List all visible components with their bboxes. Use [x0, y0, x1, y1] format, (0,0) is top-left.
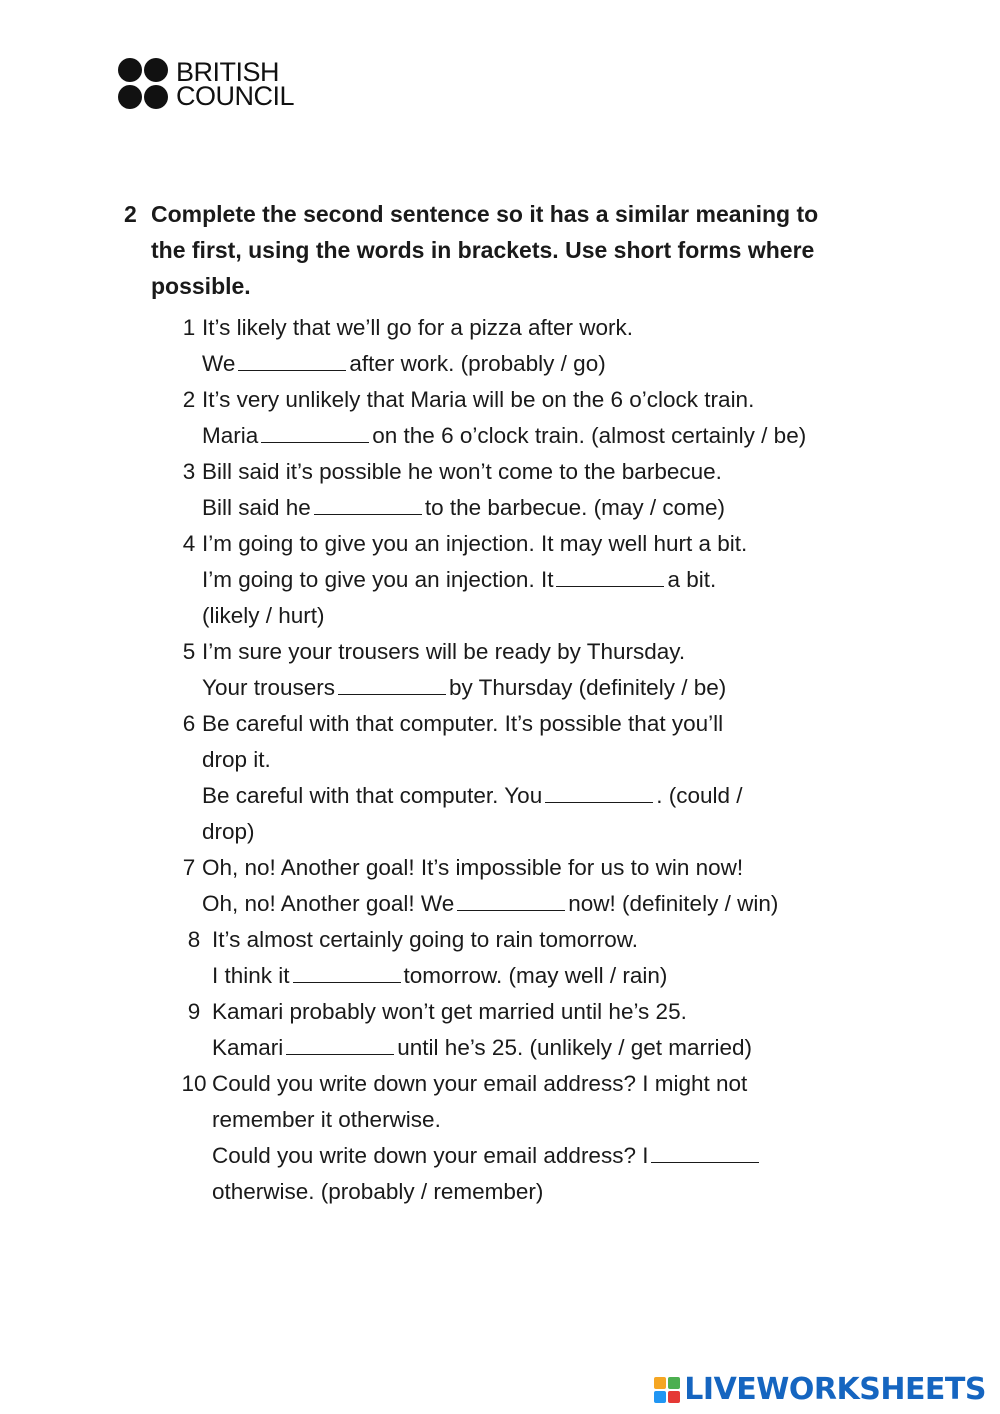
item-number: 1: [182, 315, 196, 340]
item-text: by Thursday (definitely / be): [449, 675, 727, 700]
item-text: I think it: [212, 963, 290, 988]
item-text: (likely / hurt): [202, 603, 325, 628]
item-line: [212, 1102, 872, 1138]
exercise-number: 2: [124, 201, 137, 227]
item-line: [212, 1030, 872, 1066]
item-line: [212, 922, 872, 958]
item-text: It’s very unlikely that Maria will be on the 6 o’clock train.: [202, 387, 755, 412]
answer-blank[interactable]: [238, 352, 346, 371]
item-line: [202, 526, 862, 562]
item-text: drop): [202, 819, 255, 844]
item-line: [202, 490, 862, 526]
item-text: after work. (probably / go): [349, 351, 606, 376]
item-number: 6: [182, 711, 196, 736]
item-text: I’m sure your trousers will be ready by Thursday.: [202, 639, 686, 664]
answer-blank[interactable]: [651, 1144, 759, 1163]
exercise-items-list: [160, 310, 880, 1210]
item-line: [202, 778, 862, 814]
item-text: Kamari: [212, 1035, 284, 1060]
item-line: [202, 346, 862, 382]
item-line: [212, 994, 872, 1030]
item-text: remember it otherwise.: [212, 1107, 441, 1132]
exercise-item: [160, 922, 880, 994]
item-line: [212, 1066, 872, 1102]
item-line: [202, 562, 862, 598]
item-line: [202, 598, 862, 634]
item-text: Be careful with that computer. It’s possible that you’ll: [202, 711, 724, 736]
item-text: to the barbecue. (may / come): [424, 495, 725, 520]
logo-line-1: BRITISH: [176, 56, 280, 87]
logo-square: [668, 1377, 680, 1389]
item-text: We: [202, 351, 236, 376]
exercise-item: [160, 706, 880, 850]
item-number: 4: [182, 531, 196, 556]
answer-blank[interactable]: [293, 964, 401, 983]
item-line: [202, 670, 862, 706]
item-text: Oh, no! Another goal! We: [202, 891, 455, 916]
item-text: now! (definitely / win): [568, 891, 779, 916]
item-number: 8: [187, 927, 201, 952]
item-number: 9: [187, 999, 201, 1024]
item-text: drop it.: [202, 747, 271, 772]
item-text: It’s likely that we’ll go for a pizza after work.: [202, 315, 634, 340]
answer-blank[interactable]: [457, 892, 565, 911]
logo-line-2: COUNCIL: [176, 80, 295, 111]
item-text: I’m going to give you an injection. It: [202, 567, 554, 592]
exercise-item: [160, 994, 880, 1066]
item-line: [202, 454, 862, 490]
item-text: until he’s 25. (unlikely / get married): [397, 1035, 753, 1060]
answer-blank[interactable]: [286, 1036, 394, 1055]
item-text: Maria: [202, 423, 259, 448]
answer-blank[interactable]: [545, 784, 653, 803]
item-text: otherwise. (probably / remember): [212, 1179, 544, 1204]
answer-blank[interactable]: [556, 568, 664, 587]
item-number: 2: [182, 387, 196, 412]
answer-blank[interactable]: [314, 496, 422, 515]
item-line: [202, 310, 862, 346]
item-text: It’s almost certainly going to rain tomorrow.: [212, 927, 639, 952]
exercise-item: [160, 382, 880, 454]
item-text: . (could /: [656, 783, 743, 808]
item-text: Oh, no! Another goal! It’s impossible for us to win now!: [202, 855, 744, 880]
item-text: Could you write down your email address? I might not: [212, 1071, 748, 1096]
item-line: [212, 1138, 872, 1174]
british-council-logo: [118, 58, 294, 109]
item-line: [202, 382, 862, 418]
item-line: [212, 1174, 872, 1210]
answer-blank[interactable]: [338, 676, 446, 695]
logo-square: [654, 1391, 666, 1403]
item-line: [202, 418, 862, 454]
item-text: Could you write down your email address? I: [212, 1143, 649, 1168]
item-number: 10: [181, 1071, 207, 1096]
exercise-item: [160, 1066, 880, 1210]
item-text: on the 6 o’clock train. (almost certainly / be): [372, 423, 807, 448]
answer-blank[interactable]: [261, 424, 369, 443]
item-number: 5: [182, 639, 196, 664]
logo-square: [668, 1391, 680, 1403]
item-text: a bit.: [667, 567, 717, 592]
liveworksheets-logo-icon: [654, 1377, 680, 1403]
item-line: [212, 958, 872, 994]
item-line: [202, 634, 862, 670]
item-text: Be careful with that computer. You: [202, 783, 543, 808]
item-text: Bill said it’s possible he won’t come to the barbecue.: [202, 459, 722, 484]
liveworksheets-text: LIVEWORKSHEETS: [684, 1372, 986, 1407]
exercise-item: [160, 454, 880, 526]
item-text: Your trousers: [202, 675, 335, 700]
exercise-item: [160, 634, 880, 706]
item-number: 3: [182, 459, 196, 484]
british-council-dots-icon: [118, 58, 168, 109]
item-line: [202, 886, 862, 922]
exercise-header: [124, 196, 844, 304]
exercise-item: [160, 310, 880, 382]
exercise-instruction: Complete the second sentence so it has a similar meaning to the first, using the words in brackets. Use short forms where possible.: [151, 201, 819, 299]
item-line: [202, 850, 862, 886]
item-text: tomorrow. (may well / rain): [403, 963, 668, 988]
item-text: I’m going to give you an injection. It may well hurt a bit.: [202, 531, 748, 556]
item-text: Bill said he: [202, 495, 311, 520]
item-line: [202, 814, 862, 850]
liveworksheets-watermark: [654, 1372, 986, 1407]
exercise-item: [160, 850, 880, 922]
item-number: 7: [182, 855, 196, 880]
item-line: [202, 706, 862, 742]
exercise-item: [160, 526, 880, 634]
item-line: [202, 742, 862, 778]
item-text: Kamari probably won’t get married until he’s 25.: [212, 999, 687, 1024]
logo-square: [654, 1377, 666, 1389]
